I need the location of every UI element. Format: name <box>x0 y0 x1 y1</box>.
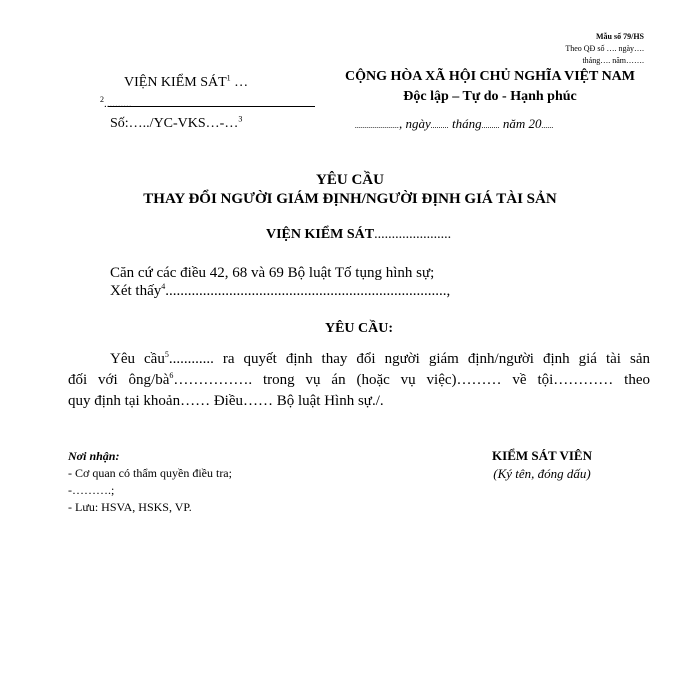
recipient-item: -……….; <box>68 483 115 497</box>
addressee-dots: ...................... <box>374 227 452 242</box>
request-paragraph <box>68 349 650 412</box>
recipient-item: - Lưu: HSVA, HSKS, VP. <box>68 500 192 514</box>
footnote-marker: 6 <box>169 371 174 380</box>
consideration-line <box>110 283 450 300</box>
request-person-label: đối với ông/bà <box>68 372 170 388</box>
request-start: Yêu cầu <box>110 351 165 367</box>
footnote-marker: 4 <box>161 282 166 291</box>
agency-label: VIỆN KIỂM SÁT <box>124 75 227 90</box>
form-code-title: Mẫu số 79/HS <box>595 32 644 41</box>
addressee <box>266 227 451 243</box>
request-heading: YÊU CẦU: <box>324 321 394 336</box>
national-title: CỘNG HÒA XÃ HỘI CHỦ NGHĨA VIỆT NAM <box>344 69 635 84</box>
form-code <box>565 31 644 67</box>
subunit-line <box>100 96 315 111</box>
footnote-marker: 5 <box>164 350 169 359</box>
recipients-heading: Nơi nhận: <box>68 449 120 463</box>
request-line-3: quy định tại khoản…… Điều…… Bộ luật Hình sự./. <box>68 393 384 409</box>
request-line-2 <box>68 370 650 391</box>
request-line-1 <box>68 349 650 370</box>
form-code-decision: Theo QĐ số …. ngày…. <box>565 44 644 53</box>
date-month-dots: ......... <box>481 121 500 130</box>
recipient-item: - Cơ quan có thẩm quyền điều tra; <box>68 466 232 480</box>
request-case-text: ……………. trong vụ án (hoặc vụ việc)……… về tội………… theo <box>173 372 650 388</box>
date-year-dots: ...... <box>541 121 554 130</box>
agency-name <box>124 75 248 91</box>
signer-title: KIỂM SÁT VIÊN <box>492 448 592 463</box>
legal-basis: Căn cứ các điều 42, 68 và 69 Bộ luật Tố tụng hình sự; <box>110 265 435 281</box>
place-dots: ...................... <box>355 121 399 130</box>
header-underline <box>108 106 315 107</box>
document-number <box>110 116 242 132</box>
date-day-label: , ngày <box>399 116 431 131</box>
date-line <box>355 116 554 132</box>
addressee-label: VIỆN KIỂM SÁT <box>266 227 375 242</box>
footnote-marker: 1 <box>226 73 231 83</box>
recipients-block <box>68 448 232 516</box>
subunit-dots: .......... <box>104 98 132 110</box>
consideration-dots: ..........................................................................., <box>165 283 451 299</box>
date-day-dots: ......... <box>430 121 449 130</box>
document-title: YÊU CẦU <box>316 172 384 188</box>
footnote-marker: 2 <box>100 95 104 104</box>
footnote-marker: 3 <box>238 114 243 124</box>
date-year-label: năm 20 <box>499 116 542 131</box>
signature-block <box>472 447 612 483</box>
consideration-label: Xét thấy <box>110 283 162 299</box>
date-month-label: tháng <box>448 116 482 131</box>
document-subtitle: THAY ĐỔI NGƯỜI GIÁM ĐỊNH/NGƯỜI ĐỊNH GIÁ TÀI SẢN <box>143 191 557 207</box>
national-motto: Độc lập – Tự do - Hạnh phúc <box>403 89 577 104</box>
agency-suffix: … <box>230 75 249 90</box>
request-rest: ............ ra quyết định thay đổi người giám định/người định giá tài sản <box>168 351 650 367</box>
document-number-text: Số:…../YC-VKS…-… <box>110 116 239 131</box>
form-code-date: tháng…. năm……. <box>582 56 644 65</box>
signer-note: (Ký tên, đóng dấu) <box>493 466 591 481</box>
